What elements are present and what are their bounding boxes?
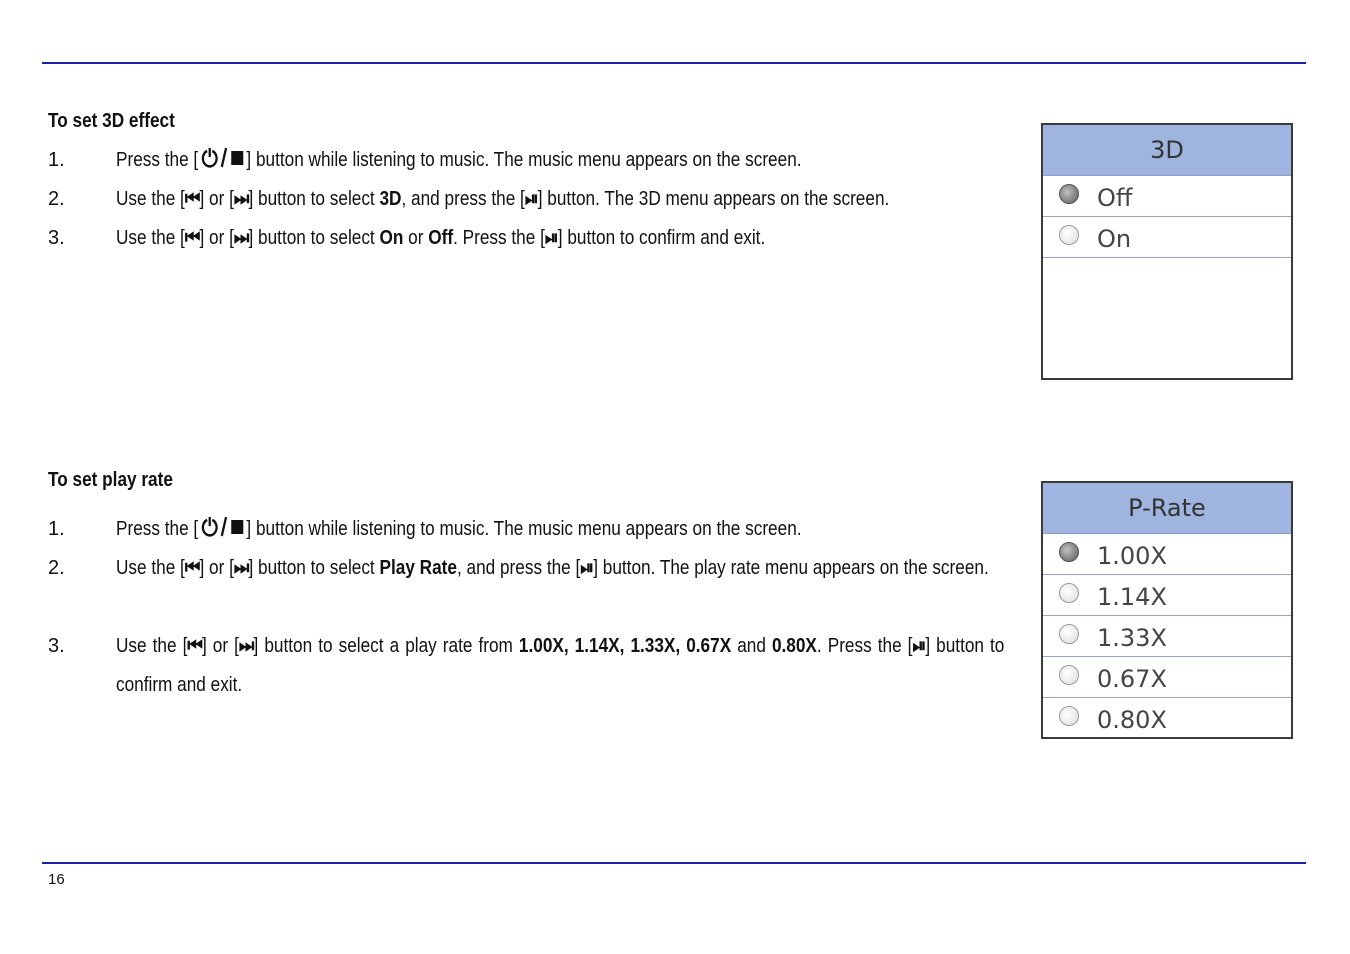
section-heading-play-rate: To set play rate [48,469,173,491]
radio-unselected-icon [1059,583,1079,603]
previous-track-icon: ⏮ [184,188,200,210]
step-number: 2. [48,188,65,210]
menu-option-on: On [1043,217,1291,258]
menu-title: 3D [1043,125,1291,176]
section-heading-3d: To set 3D effect [48,110,175,132]
menu-option-1-14x: 1.14X [1043,575,1291,616]
menu-title: P-Rate [1043,483,1291,534]
footer-rule [42,862,1306,864]
next-track-icon: ⏭ [238,635,254,657]
step-text: Use the [⏮] or [⏭] button to select 3D, and press the [⏯] button. The 3D menu appears on the screen. [116,188,890,210]
next-track-icon: ⏭ [233,557,249,579]
previous-track-icon: ⏮ [184,227,200,249]
page-number: 16 [48,871,65,888]
power-stop-icon [198,517,246,537]
step-text: Press the [ ] button while listening to music. The music menu appears on the screen. [116,518,802,540]
previous-track-icon: ⏮ [184,557,200,579]
radio-selected-icon [1059,184,1079,204]
menu-option-0-67x: 0.67X [1043,657,1291,698]
radio-unselected-icon [1059,624,1079,644]
step-text: Press the [ ] button while listening to music. The music menu appears on the screen. [116,149,802,171]
step-number: 3. [48,635,65,657]
next-track-icon: ⏭ [233,188,249,210]
play-pause-icon: ⏯ [524,188,538,210]
step-text: Use the [⏮] or [⏭] button to select a play rate from 1.00X, 1.14X, 1.33X, 0.67X and 0.80X. Press the [⏯] button to confirm and exit. [116,635,1005,696]
step-text: Use the [⏮] or [⏭] button to select Play Rate, and press the [⏯] button. The play rate menu appears on the screen. [116,557,989,579]
menu-option-1-33x: 1.33X [1043,616,1291,657]
step-text: Use the [⏮] or [⏭] button to select On or Off. Press the [⏯] button to confirm and exit. [116,227,766,249]
play-pause-icon: ⏯ [580,557,594,579]
step-number: 1. [48,149,65,171]
play-pause-icon: ⏯ [544,227,558,249]
step-number: 2. [48,557,65,579]
menu-play-rate-screenshot [1041,481,1293,739]
play-pause-icon: ⏯ [912,635,926,657]
menu-option-off: Off [1043,176,1291,217]
radio-selected-icon [1059,542,1079,562]
previous-track-icon: ⏮ [187,635,202,657]
step-number: 1. [48,518,65,540]
radio-unselected-icon [1059,225,1079,245]
menu-3d-screenshot [1041,123,1293,380]
radio-unselected-icon [1059,706,1079,726]
menu-option-1-00x: 1.00X [1043,534,1291,575]
power-stop-icon [198,148,246,168]
menu-option-0-80x: 0.80X [1043,698,1291,738]
header-rule [42,62,1306,64]
step-number: 3. [48,227,65,249]
radio-unselected-icon [1059,665,1079,685]
next-track-icon: ⏭ [233,227,249,249]
